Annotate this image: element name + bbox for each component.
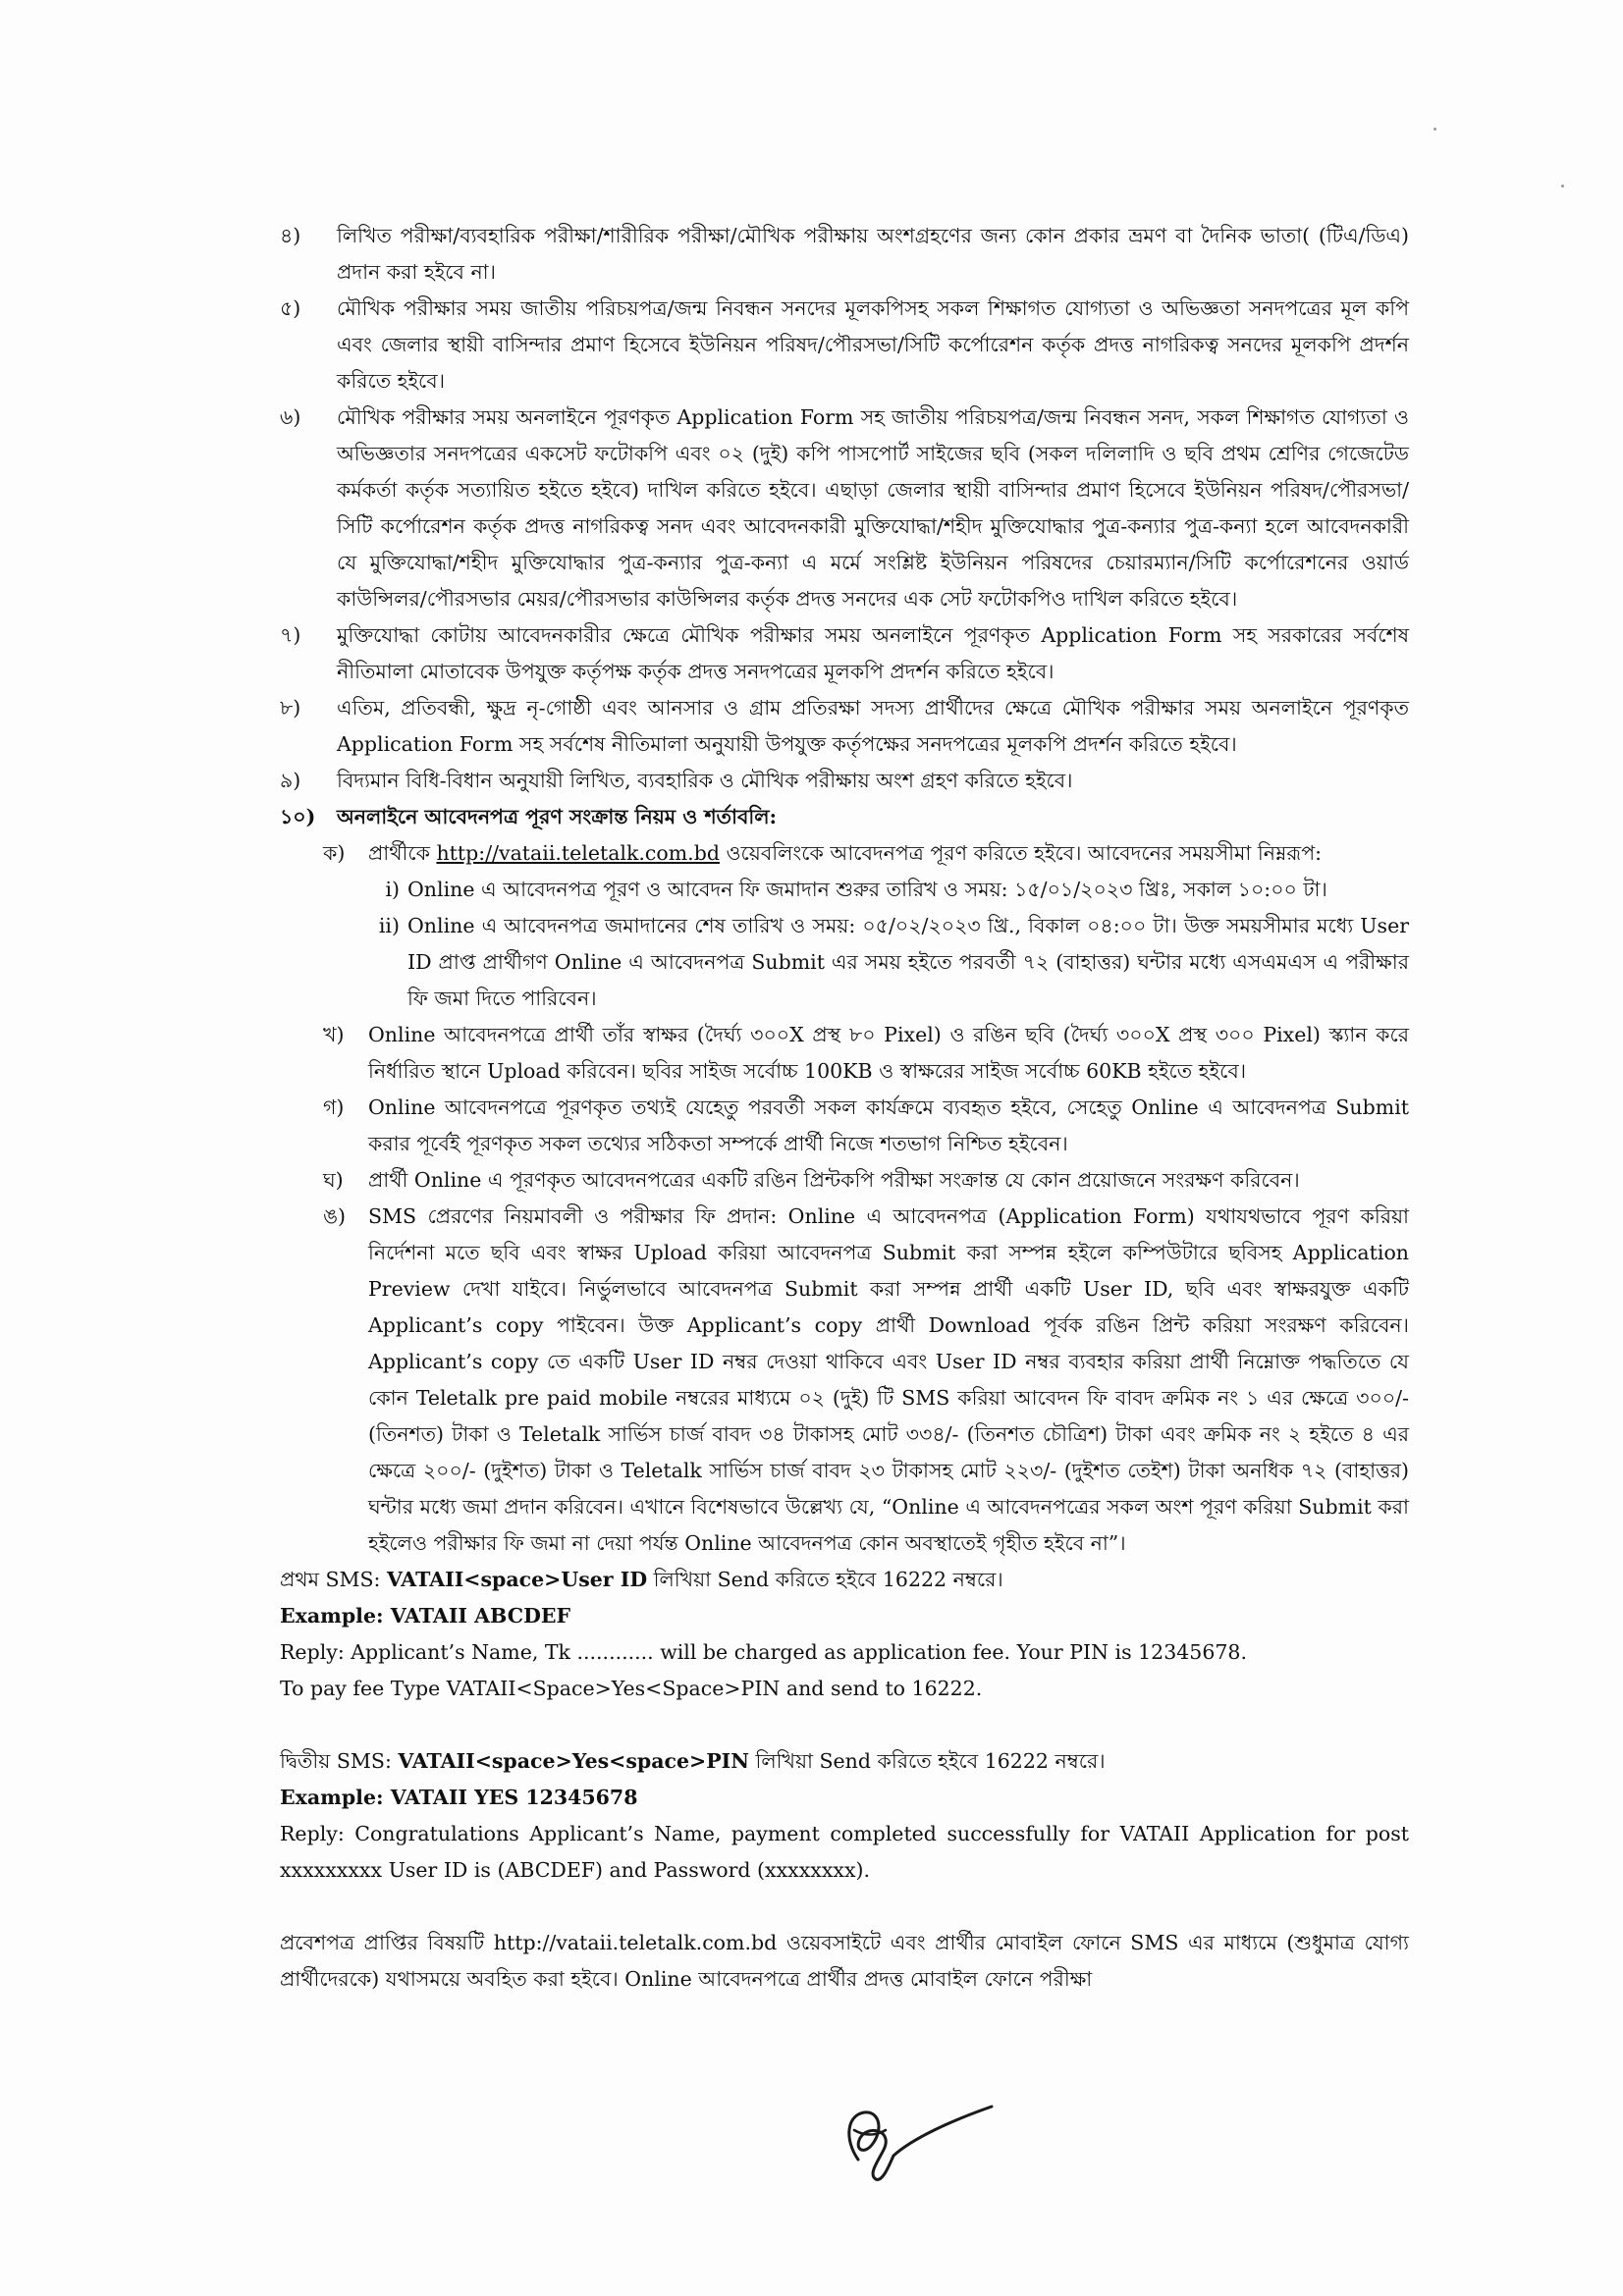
spacer xyxy=(280,1889,1409,1925)
section-heading-text: অনলাইনে আবেদনপত্র পূরণ সংক্রান্ত নিয়ম ও শর্তাবলি: xyxy=(337,805,778,828)
sub-item xyxy=(323,1090,1409,1162)
sub-item-number: গ) xyxy=(323,1095,345,1119)
text-fragment: লিখিয়া Send করিতে হইবে 16222 নম্বরে। xyxy=(748,1749,1106,1773)
sub-item-text: প্রার্থী Online এ পূরণকৃত আবেদনপত্রের একটি রঙিন প্রিন্টকপি পরীক্ষা সংক্রান্ত যে কোন প্রয়োজনে সংরক্ষণ করিবেন। xyxy=(368,1168,1300,1192)
text-fragment: প্রথম SMS: xyxy=(280,1568,387,1591)
sms-2-example: Example: VATAII YES 12345678 xyxy=(280,1786,638,1809)
item-number: ৬) xyxy=(280,405,301,429)
signature-image xyxy=(825,2091,1001,2189)
sub-item-number: খ) xyxy=(323,1023,345,1046)
sub-item-text: Online আবেদনপত্রে পূরণকৃত তথ্যই যেহেতু পরবর্তী সকল কার্যক্রমে ব্যবহৃত হইবে, সেহেতু Online এ আবেদনপত্র Submit করার পূর্বেই পূরণকৃত সকল তথ্যের সঠিকতা সম্পর্কে প্রার্থী নিজে শতভাগ নিশ্চিত হইবেন। xyxy=(368,1095,1409,1155)
roman-number: ii) xyxy=(378,914,400,937)
list-item xyxy=(280,218,1409,291)
text-fragment: প্রার্থীকে xyxy=(368,841,437,865)
application-link[interactable]: http://vataii.teletalk.com.bd xyxy=(436,841,720,865)
section-10-heading xyxy=(280,799,1409,835)
item-text: লিখিত পরীক্ষা/ব্যবহারিক পরীক্ষা/শারীরিক পরীক্ষা/মৌখিক পরীক্ষায় অংশগ্রহণের জন্য কোন প্রকার ভ্রমণ বা দৈনিক ভাতা( (টিএ/ডিএ) প্রদান করা হইবে না। xyxy=(337,224,1409,284)
sub-item-number: ঘ) xyxy=(323,1168,344,1192)
item-number: ৪) xyxy=(280,224,301,247)
sms-command: VATAII<space>User ID xyxy=(386,1568,648,1591)
item-number: ১০) xyxy=(280,805,316,828)
list-item xyxy=(280,400,1409,617)
sub-item-text: Online আবেদনপত্রে প্রার্থী তাঁর স্বাক্ষর (দৈর্ঘ্য ৩০০X প্রস্থ ৮০ Pixel) ও রঙিন ছবি (দৈর্ঘ্য ৩০০X প্রস্থ ৩০০ Pixel) স্ক্যান করে নির্ধারিত স্থানে Upload করিবেন। ছবির সাইজ সর্বোচ্চ 100KB ও স্বাক্ষরের সাইজ সর্বোচ্চ 60KB হইতে হইবে। xyxy=(368,1023,1409,1083)
list-item xyxy=(280,617,1409,690)
list-item xyxy=(280,690,1409,763)
item-text: মৌখিক পরীক্ষার সময় অনলাইনে পূরণকৃত Application Form সহ জাতীয় পরিচয়পত্র/জন্ম নিবন্ধন সনদ, সকল শিক্ষাগত যোগ্যতা ও অভিজ্ঞতার সনদপত্রের একসেট ফটোকপি এবং ০২ (দুই) কপি পাসপোর্ট সাইজের ছবি (সকল দলিলাদি ও ছবি প্রথম শ্রেণির গেজেটেড কর্মকর্তা কর্তৃক সত্যায়িত হইতে হইবে) দাখিল করিতে হইবে। এছাড়া জেলার স্থায়ী বাসিন্দার প্রমাণ হিসেবে ইউনিয়ন পরিষদ/পৌরসভা/সিটি কর্পোরেশন কর্তৃক প্রদত্ত নাগরিকত্ব সনদ এবং আবেদনকারী মুক্তিযোদ্ধা/শহীদ মুক্তিযোদ্ধার পুত্র-কন্যার পুত্র-কন্যা হলে আবেদনকারী যে মুক্তিযোদ্ধা/শহীদ মুক্তিযোদ্ধার পুত্র-কন্যার পুত্র-কন্যা এ মর্মে সংশ্লিষ্ট ইউনিয়ন পরিষদের চেয়ারম্যান/সিটি কর্পোরেশনের ওয়ার্ড কাউন্সিলর/পৌরসভার মেয়র/পৌরসভার কাউন্সিলর কর্তৃক প্রদত্ত সনদের এক সেট ফটোকপিও দাখিল করিতে হইবে। xyxy=(337,405,1409,611)
deadline-item xyxy=(358,908,1409,1017)
sms-1-reply: Reply: Applicant’s Name, Tk ............ will be charged as application fee. Your PIN is 12345678. xyxy=(280,1640,1247,1664)
item-text: মুক্তিযোদ্ধা কোটায় আবেদনকারীর ক্ষেত্রে মৌখিক পরীক্ষার সময় অনলাইনে পূরণকৃত Application Form সহ সরকারের সর্বশেষ নীতিমালা মোতাবেক উপযুক্ত কর্তৃপক্ষ কর্তৃক প্রদত্ত সনদপত্রের মূলকপি প্রদর্শন করিতে হইবে। xyxy=(337,623,1409,683)
sms-2-instruction xyxy=(280,1743,1409,1780)
list-item xyxy=(280,291,1409,400)
sub-item-number: ঙ) xyxy=(323,1204,347,1228)
item-number: ৫) xyxy=(280,296,301,320)
text-fragment: লিখিয়া Send করিতে হইবে 16222 নম্বরে। xyxy=(647,1568,1003,1591)
sms-command: VATAII<space>Yes<space>PIN xyxy=(398,1749,749,1773)
sms-1-example: Example: VATAII ABCDEF xyxy=(280,1604,571,1628)
text-fragment: ওয়েবলিংকে আবেদনপত্র পূরণ করিতে হইবে। আবেদনের সময়সীমা নিম্নরূপ: xyxy=(719,841,1323,865)
sms-2-reply: Reply: Congratulations Applicant’s Name, payment completed successfully for VATAII Application for post xxxxxxxxx User ID is (ABCDEF) and Password (xxxxxxxx). xyxy=(280,1822,1409,1882)
deadline-item xyxy=(358,872,1409,908)
sub-item xyxy=(323,1017,1409,1090)
sms-1-reply-instruction: To pay fee Type VATAII<Space>Yes<Space>PIN and send to 16222. xyxy=(280,1677,983,1700)
item-text: বিদ্যমান বিধি-বিধান অনুযায়ী লিখিত, ব্যবহারিক ও মৌখিক পরীক্ষায় অংশ গ্রহণ করিতে হইবে। xyxy=(337,769,1073,792)
sms-1-instruction xyxy=(280,1562,1409,1598)
list-item xyxy=(280,763,1409,799)
sub-item-number: ক) xyxy=(323,841,346,865)
sub-item-ka xyxy=(323,835,1409,872)
document-body xyxy=(280,218,1409,1998)
item-number: ৯) xyxy=(280,769,301,792)
sub-item-text: SMS প্রেরণের নিয়মাবলী ও পরীক্ষার ফি প্রদান: Online এ আবেদনপত্র (Application Form) যথাযথভাবে পূরণ করিয়া নির্দেশনা মতে ছবি এবং স্বাক্ষর Upload করিয়া আবেদনপত্র Submit করা সম্পন্ন হইলে কম্পিউটারে ছবিসহ Application Preview দেখা যাইবে। নির্ভুলভাবে আবেদনপত্র Submit করা সম্পন্ন প্রার্থী একটি User ID, ছবি এবং স্বাক্ষরযুক্ত একটি Applicant’s copy পাইবেন। উক্ত Applicant’s copy প্রার্থী Download পূর্বক রঙিন প্রিন্ট করিয়া সংরক্ষণ করিবেন। Applicant’s copy তে একটি User ID নম্বর দেওয়া থাকিবে এবং User ID নম্বর ব্যবহার করিয়া প্রার্থী নিম্নোক্ত পদ্ধতিতে যে কোন Teletalk pre paid mobile নম্বরের মাধ্যমে ০২ (দুই) টি SMS করিয়া আবেদন ফি বাবদ ক্রমিক নং ১ এর ক্ষেত্রে ৩০০/-(তিনশত) টাকা ও Teletalk সার্ভিস চার্জ বাবদ ৩৪ টাকাসহ মোট ৩৩৪/- (তিনশত চৌত্রিশ) টাকা এবং ক্রমিক নং ২ হইতে ৪ এর ক্ষেত্রে ২০০/- (দুইশত) টাকা ও Teletalk সার্ভিস চার্জ বাবদ ২৩ টাকাসহ মোট ২২৩/- (দুইশত তেইশ) টাকা অনধিক ৭২ (বাহাত্তর) ঘন্টার মধ্যে জমা প্রদান করিবেন। এখানে বিশেষভাবে উল্লেখ্য যে, “Online এ আবেদনপত্রের সকল অংশ পূরণ করিয়া Submit করা হইলেও পরীক্ষার ফি জমা না দেয়া পর্যন্ত Online আবেদনপত্র কোন অবস্থাতেই গৃহীত হইবে না”। xyxy=(368,1204,1409,1555)
text-fragment: দ্বিতীয় SMS: xyxy=(280,1749,399,1773)
roman-number: i) xyxy=(385,878,400,901)
sub-item xyxy=(323,1199,1409,1562)
sub-item xyxy=(323,1162,1409,1199)
scan-speck xyxy=(1434,128,1436,131)
item-text: এতিম, প্রতিবন্ধী, ক্ষুদ্র নৃ-গোষ্ঠী এবং আনসার ও গ্রাম প্রতিরক্ষা সদস্য প্রার্থীদের ক্ষেত্রে মৌখিক পরীক্ষার সময় অনলাইনে পূরণকৃত Application Form সহ সর্বশেষ নীতিমালা অনুযায়ী উপযুক্ত কর্তৃপক্ষের সনদপত্রের মূলকপি প্রদর্শন করিতে হইবে। xyxy=(337,696,1409,756)
item-number: ৮) xyxy=(280,696,301,720)
sub-item-text xyxy=(368,835,1409,872)
scan-speck xyxy=(1561,185,1564,187)
item-number: ৭) xyxy=(280,623,301,647)
sms-2-block xyxy=(280,1743,1409,1889)
item-text: মৌখিক পরীক্ষার সময় জাতীয় পরিচয়পত্র/জন্ম নিবন্ধন সনদের মূলকপিসহ সকল শিক্ষাগত যোগ্যতা ও অভিজ্ঞতা সনদপত্রের মূল কপি এবং জেলার স্থায়ী বাসিন্দার প্রমাণ হিসেবে ইউনিয়ন পরিষদ/পৌরসভা/সিটি কর্পোরেশন কর্তৃক প্রদত্ত নাগরিকত্ব সনদের মূলকপি প্রদর্শন করিতে হইবে। xyxy=(337,296,1409,393)
sms-1-block xyxy=(280,1562,1409,1707)
deadline-text: Online এ আবেদনপত্র জমাদানের শেষ তারিখ ও সময়: ০৫/০২/২০২৩ খ্রি., বিকাল ০৪:০০ টা। উক্ত সময়সীমার মধ্যে User ID প্রাপ্ত প্রার্থীগণ Online এ আবেদনপত্র Submit এর সময় হইতে পরবর্তী ৭২ (বাহাত্তর) ঘন্টার মধ্যে এসএমএস এ পরীক্ষার ফি জমা দিতে পারিবেন। xyxy=(407,914,1409,1010)
spacer xyxy=(280,1707,1409,1743)
admit-card-paragraph: প্রবেশপত্র প্রাপ্তির বিষয়টি http://vataii.teletalk.com.bd ওয়েবসাইটে এবং প্রার্থীর মোবাইল ফোনে SMS এর মাধ্যমে (শুধুমাত্র যোগ্য প্রার্থীদেরকে) যথাসময়ে অবহিত করা হইবে। Online আবেদনপত্রে প্রার্থীর প্রদত্ত মোবাইল ফোনে পরীক্ষা xyxy=(280,1931,1409,1991)
deadline-text: Online এ আবেদনপত্র পূরণ ও আবেদন ফি জমাদান শুরুর তারিখ ও সময়: ১৫/০১/২০২৩ খ্রিঃ, সকাল ১০:০০ টা। xyxy=(407,878,1327,901)
